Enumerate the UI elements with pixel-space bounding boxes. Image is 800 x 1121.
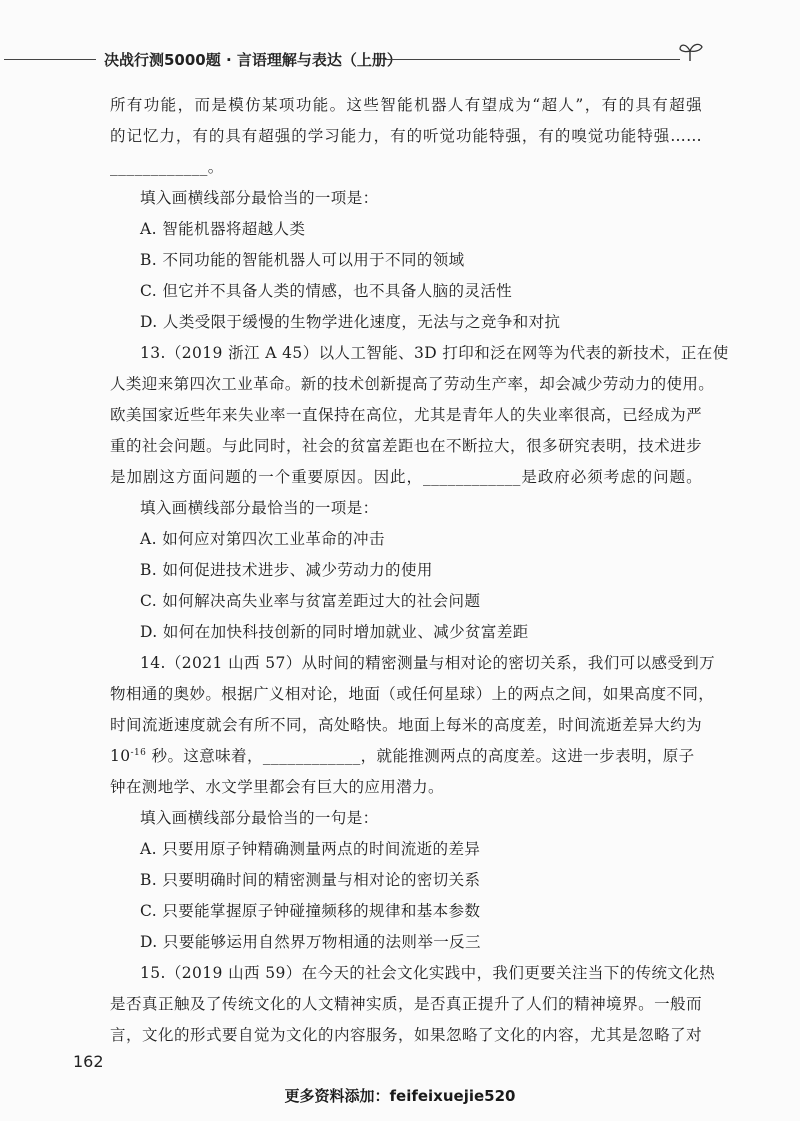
option-c: C. 只要能掌握原子钟碰撞频移的规律和基本参数 [140, 902, 481, 920]
option-b: B. 只要明确时间的精密测量与相对论的密切关系 [140, 871, 481, 889]
option-a: A. 只要用原子钟精确测量两点的时间流逝的差异 [140, 840, 481, 858]
passage-line: 所有功能，而是模仿某项功能。这些智能机器人有望成为“超人”，有的具有超强 [110, 96, 702, 114]
option-b: B. 如何促进技术进步、减少劳动力的使用 [140, 561, 433, 579]
header-title: 决战行测5000题 · 言语理解与表达（上册） [104, 51, 402, 69]
option-d: D. 只要能够运用自然界万物相通的法则举一反三 [140, 933, 481, 951]
question-13-stem: 13.（2019 浙江 A 45）以人工智能、3D 打印和泛在网等为代表的新技术，正在使 [140, 344, 729, 362]
passage-line: 是否真正触及了传统文化的人文精神实质，是否真正提升了人们的精神境界。一般而 [110, 995, 702, 1013]
passage-line: 的记忆力，有的具有超强的学习能力，有的听觉功能特强，有的嗅觉功能特强…… [110, 127, 702, 145]
sprout-icon [678, 40, 704, 62]
passage-line-with-exponent [110, 741, 702, 772]
passage-line: 物相通的奥妙。根据广义相对论，地面（或任何星球）上的两点之间，如果高度不同， [110, 685, 715, 703]
option-b: B. 不同功能的智能机器人可以用于不同的领域 [140, 251, 465, 269]
option-c: C. 但它并不具备人类的情感，也不具备人脑的灵活性 [140, 282, 513, 300]
question-prompt: 填入画横线部分最恰当的一项是： [140, 499, 379, 517]
exponent: -16 [130, 747, 147, 758]
option-a: A. 如何应对第四次工业革命的冲击 [140, 530, 385, 548]
option-d: D. 如何在加快科技创新的同时增加就业、减少贫富差距 [140, 623, 529, 641]
question-14-stem: 14.（2021 山西 57）从时间的精密测量与相对论的密切关系，我们可以感受到万 [140, 654, 716, 672]
passage-line: 言，文化的形式要自觉为文化的内容服务，如果忽略了文化的内容，尤其是忽略了对 [110, 1026, 702, 1044]
header-rule-right [385, 59, 680, 60]
passage-line: 重的社会问题。与此同时，社会的贫富差距也在不断拉大，很多研究表明，技术进步 [110, 437, 702, 455]
option-c: C. 如何解决高失业率与贫富差距过大的社会问题 [140, 592, 481, 610]
answer-blank: ____________。 [110, 158, 224, 176]
passage-line: 钟在测地学、水文学里都会有巨大的应用潜力。 [110, 778, 444, 796]
page-body [110, 90, 729, 1051]
passage-line: 时间流逝速度就会有所不同，高处略快。地面上每米的高度差，时间流逝差异大约为 [110, 716, 702, 734]
question-prompt: 填入画横线部分最恰当的一句是： [140, 809, 379, 827]
header-rule-left [4, 59, 96, 60]
running-header [0, 40, 800, 80]
question-prompt: 填入画横线部分最恰当的一项是： [140, 189, 379, 207]
passage-line: 人类迎来第四次工业革命。新的技术创新提高了劳动生产率，却会减少劳动力的使用。 [110, 375, 715, 393]
option-a: A. 智能机器将超越人类 [140, 220, 306, 238]
passage-text: 秒。这意味着，____________，就能推测两点的高度差。这进一步表明，原子 [146, 747, 695, 765]
passage-line: 是加剧这方面问题的一个重要原因。因此，____________是政府必须考虑的问题。 [110, 468, 702, 486]
page-number: 162 [73, 1052, 104, 1071]
passage-line: 欧美国家近些年来失业率一直保持在高位，尤其是青年人的失业率很高，已经成为严 [110, 406, 702, 424]
option-d: D. 人类受限于缓慢的生物学进化速度，无法与之竞争和对抗 [140, 313, 561, 331]
exponent-base: 10 [110, 747, 131, 765]
question-15-stem: 15.（2019 山西 59）在今天的社会文化实践中，我们更要关注当下的传统文化热 [140, 964, 716, 982]
footer-note: 更多资料添加：feifeixuejie520 [284, 1087, 516, 1105]
